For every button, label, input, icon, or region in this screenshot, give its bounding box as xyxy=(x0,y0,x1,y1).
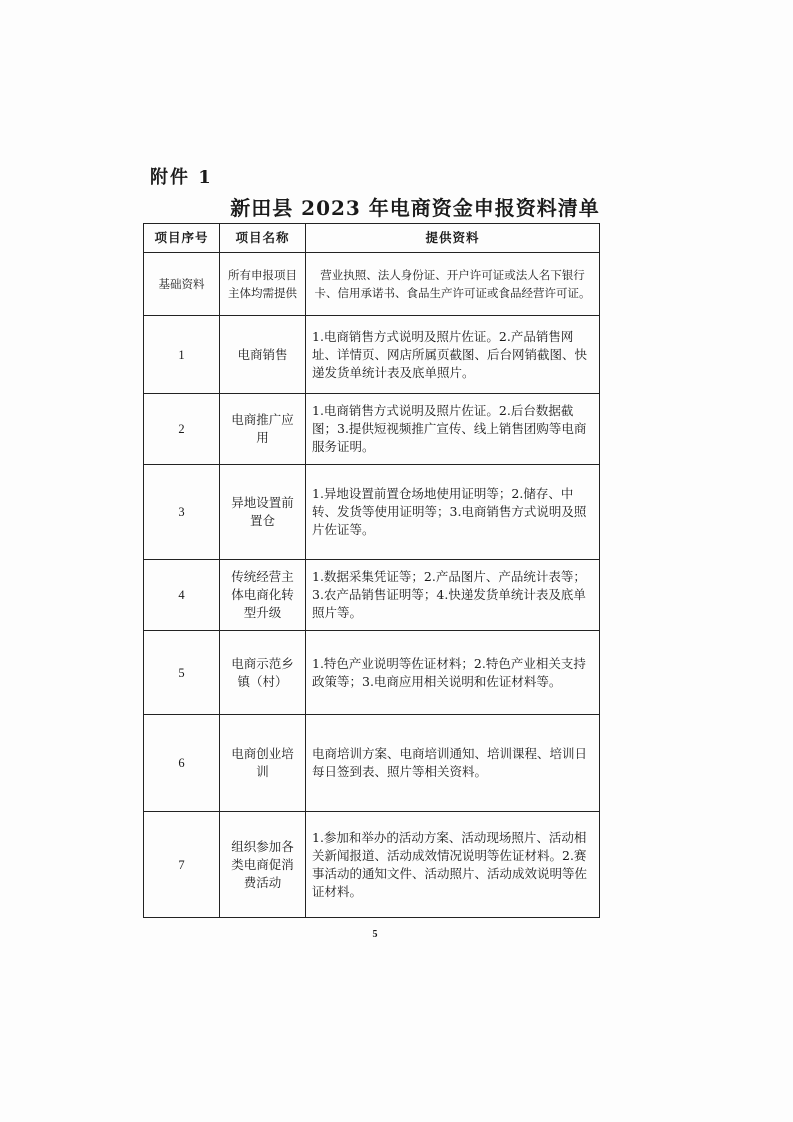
row-number: 1 xyxy=(144,316,220,394)
row-number: 4 xyxy=(144,560,220,631)
header-item-name: 项目名称 xyxy=(220,224,306,253)
table-row xyxy=(144,316,600,394)
table-row xyxy=(144,812,600,918)
table-row xyxy=(144,394,600,465)
row-materials: 1.参加和举办的活动方案、活动现场照片、活动相关新闻报道、活动成效情况说明等佐证材料。2.赛事活动的通知文件、活动照片、活动成效说明等佐证材料。 xyxy=(306,812,600,918)
row-materials: 1.异地设置前置仓场地使用证明等；2.储存、中转、发货等使用证明等；3.电商销售方式说明及照片佐证等。 xyxy=(306,465,600,560)
row-materials: 1.电商销售方式说明及照片佐证。2.后台数据截图；3.提供短视频推广宣传、线上销售团购等电商服务证明。 xyxy=(306,394,600,465)
table-row xyxy=(144,631,600,715)
document-title: 新田县 2023 年电商资金申报资料清单 xyxy=(230,196,600,220)
row-number: 5 xyxy=(144,631,220,715)
row-name: 电商销售 xyxy=(220,316,306,394)
row-name: 组织参加各类电商促消费活动 xyxy=(220,812,306,918)
row-name: 电商创业培训 xyxy=(220,715,306,812)
row-number: 2 xyxy=(144,394,220,465)
row-number: 基础资料 xyxy=(144,253,220,316)
table-header-row xyxy=(144,224,600,253)
table-row xyxy=(144,560,600,631)
row-number: 6 xyxy=(144,715,220,812)
row-number: 3 xyxy=(144,465,220,560)
header-item-number: 项目序号 xyxy=(144,224,220,253)
table-row xyxy=(144,253,600,316)
materials-table xyxy=(143,223,600,918)
row-name: 异地设置前置仓 xyxy=(220,465,306,560)
attachment-label: 附件 1 xyxy=(150,167,213,188)
row-materials: 1.电商销售方式说明及照片佐证。2.产品销售网址、详情页、网店所属页截图、后台网销截图、快递发货单统计表及底单照片。 xyxy=(306,316,600,394)
row-number: 7 xyxy=(144,812,220,918)
row-name: 电商推广应用 xyxy=(220,394,306,465)
row-name: 传统经营主体电商化转型升级 xyxy=(220,560,306,631)
table-row xyxy=(144,465,600,560)
page-number: 5 xyxy=(372,929,378,940)
row-materials: 营业执照、法人身份证、开户许可证或法人名下银行卡、信用承诺书、食品生产许可证或食品经营许可证。 xyxy=(306,253,600,316)
header-materials: 提供资料 xyxy=(306,224,600,253)
row-materials: 电商培训方案、电商培训通知、培训课程、培训日每日签到表、照片等相关资料。 xyxy=(306,715,600,812)
table-row xyxy=(144,715,600,812)
row-materials: 1.特色产业说明等佐证材料；2.特色产业相关支持政策等；3.电商应用相关说明和佐证材料等。 xyxy=(306,631,600,715)
row-name: 电商示范乡镇（村） xyxy=(220,631,306,715)
row-materials: 1.数据采集凭证等；2.产品图片、产品统计表等；3.农产品销售证明等；4.快递发货单统计表及底单照片等。 xyxy=(306,560,600,631)
row-name: 所有申报项目主体均需提供 xyxy=(220,253,306,316)
